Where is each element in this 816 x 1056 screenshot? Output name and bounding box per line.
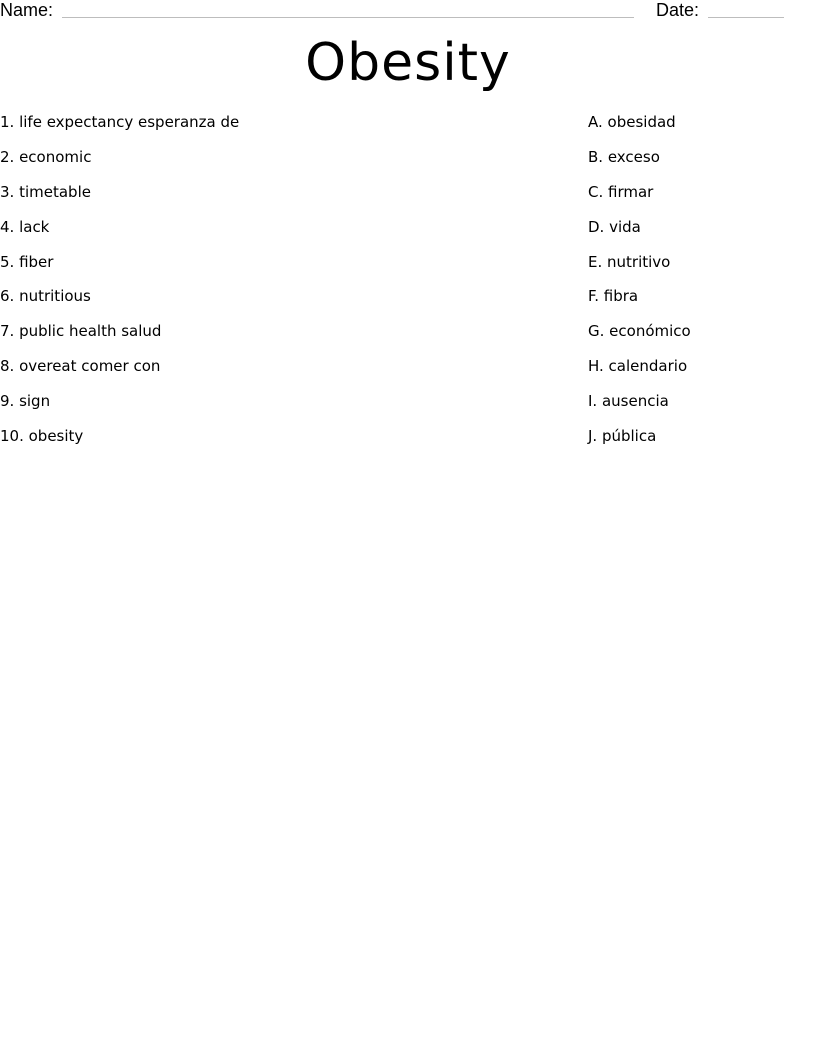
page-title: Obesity xyxy=(305,33,511,93)
term-item: 7. public health salud xyxy=(0,322,162,341)
answer-item: I. ausencia xyxy=(588,392,669,411)
answer-item: J. pública xyxy=(588,427,657,446)
name-label: Name: xyxy=(0,0,54,20)
answer-item: E. nutritivo xyxy=(588,252,671,271)
term-item: 6. nutritious xyxy=(0,287,91,306)
term-item: 9. sign xyxy=(0,392,51,411)
term-item: 1. life expectancy esperanza de xyxy=(0,113,240,131)
terms-list xyxy=(0,111,239,460)
answers-list xyxy=(588,111,691,460)
term-item: 4. lack xyxy=(0,217,50,236)
date-label: Date: xyxy=(656,0,700,20)
answer-item: H. calendario xyxy=(588,357,688,376)
answer-item: F. fibra xyxy=(588,287,639,306)
name-blank-line[interactable] xyxy=(62,17,634,18)
date-blank-line[interactable] xyxy=(708,17,784,18)
answer-item: G. económico xyxy=(588,322,691,341)
term-item: 10. obesity xyxy=(0,427,84,446)
header-row xyxy=(0,0,816,24)
term-item: 3. timetable xyxy=(0,182,91,201)
answer-item: D. vida xyxy=(588,217,641,236)
term-item: 8. overeat comer con xyxy=(0,357,161,376)
answer-item: A. obesidad xyxy=(588,113,676,131)
answer-item: B. exceso xyxy=(588,147,660,166)
term-item: 2. economic xyxy=(0,147,92,166)
term-item: 5. fiber xyxy=(0,252,54,271)
answer-item: C. firmar xyxy=(588,182,654,201)
